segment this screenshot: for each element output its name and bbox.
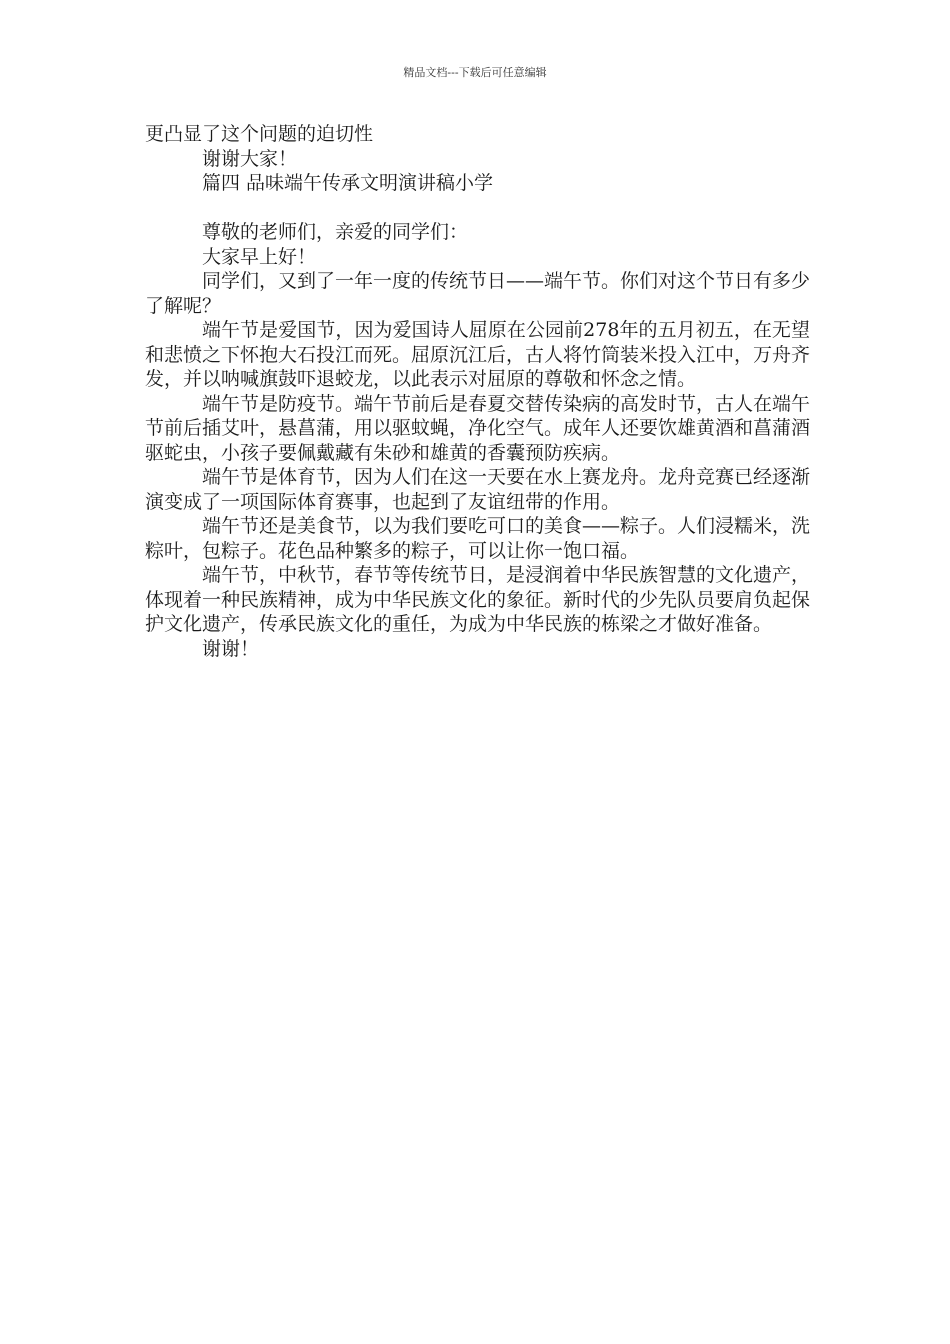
closing-thanks: 谢谢大家！ [202,147,298,170]
section-title: 篇四 品味端午传承文明演讲稿小学 [202,172,494,194]
page-header: 精品文档---下载后可任意编辑 [403,66,547,79]
blank-line [145,196,810,221]
morning-greeting: 大家早上好！ [202,245,317,268]
final-thanks: 谢谢！ [202,637,260,660]
salutation: 尊敬的老师们，亲爱的同学们： [202,221,469,243]
paragraph-intro: 同学们，又到了一年一度的传统节日——端午节。你们对这个节日有多少了解呢？ [145,270,811,317]
paragraph-sports: 端午节是体育节，因为人们在这一天要在水上赛龙舟。龙舟竞赛已经逐渐演变成了一项国际体育赛事，也起到了友谊纽带的作用。 [145,466,811,513]
paragraph-patriotic: 端午节是爱国节，因为爱国诗人屈原在公园前278年的五月初五，在无望和悲愤之下怀抱大石投江而死。屈原沉江后，古人将竹筒装米投入江中，万舟齐发，并以呐喊旗鼓吓退蛟龙，以此表示对屈原的尊敬和怀念之情。 [145,319,811,390]
paragraph-epidemic: 端午节是防疫节。端午节前后是春夏交替传染病的高发时节，古人在端午节前后插艾叶，悬菖蒲，用以驱蚊蝇，净化空气。成年人还要饮雄黄酒和菖蒲酒驱蛇虫，小孩子要佩戴藏有朱砂和雄黄的香囊预防疾病。 [145,392,811,464]
continuation-line: 更凸显了这个问题的迫切性 [145,123,374,145]
document-body [145,122,810,661]
paragraph-heritage: 端午节，中秋节，春节等传统节日，是浸润着中华民族智慧的文化遗产，体现着一种民族精神，成为中华民族文化的象征。新时代的少先队员要肩负起保护文化遗产，传承民族文化的重任，为成为中华民族的栋梁之才做好准备。 [145,564,811,635]
paragraph-food: 端午节还是美食节，以为我们要吃可口的美食——粽子。人们浸糯米，洗粽叶，包粽子。花色品种繁多的粽子，可以让你一饱口福。 [145,515,811,562]
